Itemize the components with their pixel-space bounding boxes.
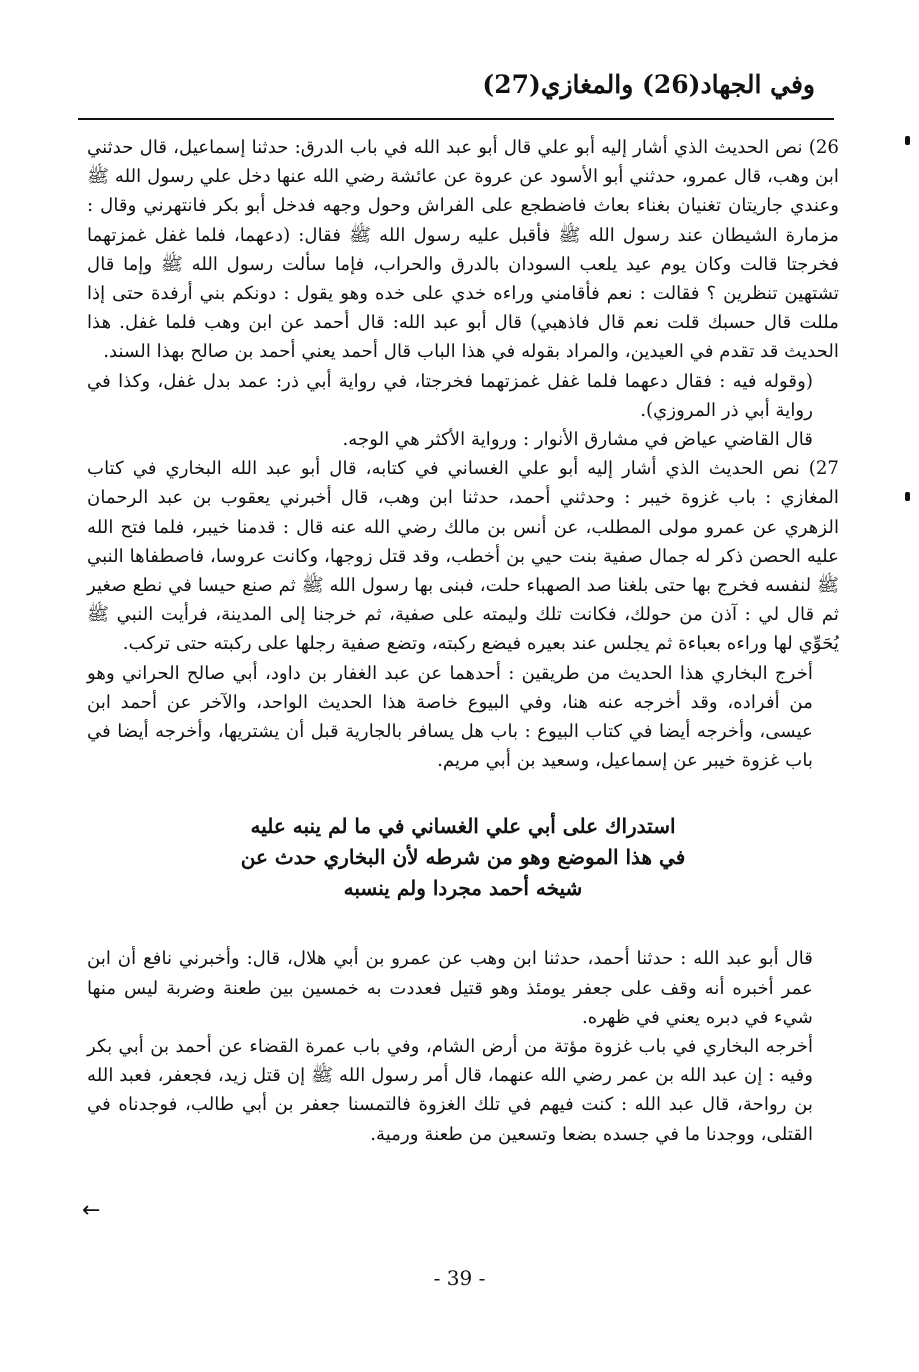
footnote-26-paragraph-2: (وقوله فيه : فقال دعهما فلما غفل غمزتهما فخرجتا، في رواية أبي ذر: عمد بدل غفل، وكذا في رواية أبي ذر المروزي). xyxy=(87,370,813,421)
margin-mark xyxy=(905,136,910,145)
section-title xyxy=(87,811,839,904)
footnote-number: 27) xyxy=(808,458,839,480)
footnote-27-paragraph-1 xyxy=(87,454,839,658)
margin-mark xyxy=(905,492,910,501)
footnote-text: نص الحديث الذي أشار إليه أبو علي الغساني في كتابه، قال أبو عبد الله البخاري في كتاب المغازي : باب غزوة خيبر : وحدثني أحمد، حدثنا ابن وهب، قال أخبرني يعقوب بن عبد الرحمان الزهري عن عمرو مولى المطلب، عن أنس بن مالك رضي الله عنه قال : قدمنا خيبر، فلما فتح الله عليه الحصن ذكر له جمال صفية بنت حيي بن أخطب، وقد قتل زوجها، وكانت عروسا، فاصطفاها النبي ﷺ لنفسه فخرج بها حتى بلغنا صد الصهباء حلت، فبنى بها رسول الله ﷺ ثم صنع حيسا في نطع صغير ثم قال لي : آذن من حولك، فكانت تلك وليمته على صفية، ثم خرجنا إلى المدينة، فرأيت النبي ﷺ يُحَوِّي لها وراءه بعباءة ثم يجلس عند بعيره فيضع ركبته، وتضع صفية رجلها على ركبته حتى تركب. xyxy=(87,458,839,655)
footnote-27 xyxy=(87,454,839,775)
footnote-27-paragraph-2: أخرج البخاري هذا الحديث من طريقين : أحدهما عن عبد الغفار بن داود، أبي صالح الحراني وهو من أفراده، وقد أخرجه عنه هنا، وفي البيوع خاصة هذا الحديث الواحد، والآخر عن أحمد ابن عيسى، وأخرجه أيضا في كتاب البيوع : باب هل يسافر بالجارية قبل أن يشتريها، وأخرجه أيضا في باب غزوة خيبر عن إسماعيل، وسعيد بن أبي مريم. xyxy=(87,662,813,772)
body-paragraph-1: قال أبو عبد الله : حدثنا أحمد، حدثنا ابن وهب عن عمرو بن أبي هلال، قال: وأخبرني نافع أن ابن عمر أخبره أنه وقف على جعفر يومئذ وهو قتيل فعددت به خمسين بين طعنة وضربة ليس منها شيء في دبره يعني في ظهره. xyxy=(87,948,813,1028)
page-number: - 39 - xyxy=(433,1266,486,1290)
section-title-line-3: شيخه أحمد مجردا ولم ينسبه xyxy=(343,876,583,901)
footnote-text: نص الحديث الذي أشار إليه أبو علي قال أبو عبد الله في باب الدرق: حدثنا إسماعيل، قال حدثني ابن وهب، قال عمرو، حدثني أبو الأسود عن عروة عن عائشة رضي الله عنها دخل علي رسول الله ﷺ وعندي جاريتان تغنيان بغناء بعاث فاضطجع على الفراش وحول وجهه فدخل أبو بكر فانتهرني وقال : مزمارة الشيطان عند رسول الله ﷺ فأقبل عليه رسول الله ﷺ فقال: (دعهما، فلما غفل غمزتهما فخرجتا قالت وكان يوم عيد يلعب السودان بالدرق والحراب، فإما سألت رسول الله ﷺ وإما قال تشتهين تنظرين ؟ فقالت : نعم فأقامني وراءه خدي على خده وهو يقول : دونكم بني أرفدة حتى إذا مللت قال حسبك قلت نعم قال فاذهبي) قال أبو عبد الله: قال أحمد عن ابن وهب فلما غفل. هذا الحديث قد تقدم في العيدين، والمراد بقوله في هذا الباب قال أحمد يعني أحمد بن صالح بهذا السند. xyxy=(87,137,839,363)
main-content xyxy=(87,133,839,1149)
section-title-line-1: استدراك على أبي علي الغساني في ما لم ينبه عليه xyxy=(250,814,676,839)
footnote-26-paragraph-1 xyxy=(87,133,839,367)
section-title-line-2: في هذا الموضع وهو من شرطه لأن البخاري حدث عن xyxy=(240,845,686,870)
running-header: وفي الجهاد(26) والمغازي(27) xyxy=(482,70,815,99)
footnote-number: 26) xyxy=(808,137,839,158)
continuation-arrow-icon: ← xyxy=(82,1198,101,1223)
body-paragraph-2: أخرجه البخاري في باب غزوة مؤتة من أرض الشام، وفي باب عمرة القضاء عن أحمد بن أبي بكر وفيه : إن عبد الله بن عمر رضي الله عنهما، قال أمر رسول الله ﷺ إن قتل زيد، فجعفر، فعبد الله بن رواحة، قال عبد الله : كنت فيهم في تلك الغزوة فالتمسنا جعفر بن أبي طالب، فوجدناه في القتلى، ووجدنا ما في جسده بضعا وتسعين من طعنة ورمية. xyxy=(87,1036,813,1145)
header-rule xyxy=(78,118,834,120)
footnote-26-paragraph-3: قال القاضي عياض في مشارق الأنوار : ورواية الأكثر هي الوجه. xyxy=(342,429,813,451)
footnote-26 xyxy=(87,133,839,454)
